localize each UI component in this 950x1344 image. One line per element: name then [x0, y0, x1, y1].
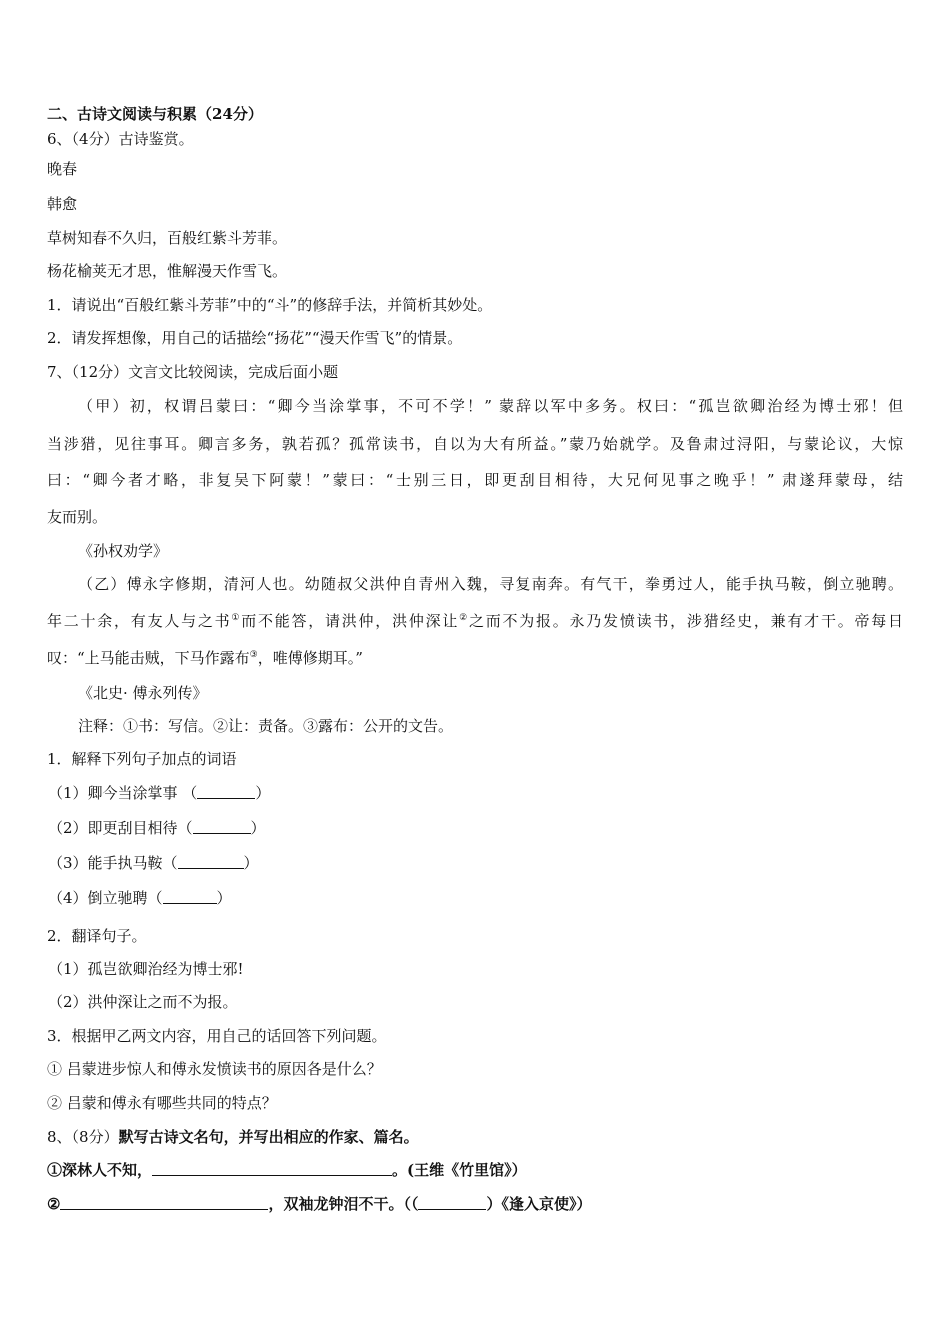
question-7-header: 7、（12分）文言文比较阅读，完成后面小题	[47, 363, 339, 381]
answer-blank[interactable]	[197, 784, 255, 799]
passage-jia-source: 《孙权劝学》	[78, 542, 169, 560]
q6-item-2: 2．请发挥想像，用自己的话描绘“扬花”“漫天作雪飞”的情景。	[47, 329, 463, 347]
part-2-title: 2．翻译句子。	[47, 927, 147, 945]
footnote-mark-1: ①	[231, 613, 242, 623]
poem-author: 韩愈	[47, 195, 78, 213]
passage-yi-line-3: 叹：“上马能击贼，下马作露布③，唯傅修期耳。”	[47, 649, 363, 667]
passage-jia-line-1: （甲）初，权谓吕蒙曰：“卿今当涂掌事，不可不学！” 蒙辞以军中多务。权曰：“孤岂欲卿治经为博士邪！但	[78, 397, 903, 415]
answer-blank[interactable]	[60, 1195, 268, 1210]
part-1-item-1: （1）卿今当涂掌事 （ ）	[48, 784, 271, 802]
answer-blank[interactable]	[193, 819, 251, 834]
part-1-item-2: （2）即更刮目相待（ ）	[48, 819, 266, 837]
part-3-item-2: ② 吕蒙和傅永有哪些共同的特点？	[47, 1094, 277, 1112]
footnote-mark-2: ②	[459, 613, 469, 623]
answer-blank[interactable]	[163, 889, 217, 904]
poem-line-2: 杨花榆荚无才思，惟解漫天作雪飞。	[47, 262, 288, 280]
passage-yi-line-2: 年二十余，有友人与之书①而不能答，请洪仲，洪仲深让②之而不为报。永乃发愤读书，涉猎经史，兼有才干。帝每日	[47, 612, 903, 630]
part-1-item-3: （3）能手执马鞍（ ）	[48, 854, 259, 872]
part-2-item-2: （2）洪仲深让之而不为报。	[48, 993, 238, 1011]
passage-yi-source: 《北史· 傅永列传》	[78, 684, 208, 702]
part-1-title: 1．解释下列句子加点的词语	[47, 750, 237, 768]
question-6-header: 6、（4分）古诗鉴赏。	[47, 130, 194, 148]
answer-blank[interactable]	[418, 1195, 486, 1210]
q8-line-2: ② ，双袖龙钟泪不干。（（ ）《逢入京使》）	[47, 1195, 592, 1213]
poem-line-1: 草树知春不久归，百般红紫斗芳菲。	[47, 229, 288, 247]
annotations: 注释：①书：写信。②让：责备。③露布：公开的文告。	[78, 717, 454, 735]
part-2-item-1: （1）孤岂欲卿治经为博士邪!	[48, 960, 244, 978]
passage-jia-line-3: 曰：“卿今者才略，非复吴下阿蒙！”蒙曰：“士别三日，即更刮目相待，大兄何见事之晚乎！” 肃遂拜蒙母，结	[47, 471, 903, 489]
footnote-mark-3: ③	[249, 650, 258, 660]
poem-title: 晚春	[47, 160, 78, 178]
answer-blank[interactable]	[178, 854, 244, 869]
question-8-header: 8、（8分）默写古诗文名句，并写出相应的作家、篇名。	[47, 1128, 419, 1146]
part-1-item-4: （4）倒立驰聘（ ）	[48, 889, 232, 907]
answer-blank[interactable]	[152, 1161, 392, 1176]
passage-yi-line-1: （乙）傅永字修期，清河人也。幼随叔父洪仲自青州入魏，寻复南奔。有气干，拳勇过人，能手执马鞍，倒立驰聘。	[78, 575, 903, 593]
part-3-title: 3．根据甲乙两文内容，用自己的话回答下列问题。	[47, 1027, 387, 1045]
passage-jia-line-2: 当涉猎，见往事耳。卿言多务，孰若孤？孤常读书，自以为大有所益。”蒙乃始就学。及鲁肃过浔阳，与蒙论议，大惊	[47, 435, 903, 453]
part-3-item-1: ① 吕蒙进步惊人和傅永发愤读书的原因各是什么？	[47, 1060, 382, 1078]
passage-jia-line-4: 友而别。	[47, 508, 108, 526]
q8-line-1: ①深林人不知， 。(王维《竹里馆》）	[47, 1161, 527, 1179]
section-heading: 二、古诗文阅读与积累（24分）	[47, 105, 263, 123]
q6-item-1: 1．请说出“百般红紫斗芳菲”中的“斗”的修辞手法，并简析其妙处。	[47, 296, 493, 314]
